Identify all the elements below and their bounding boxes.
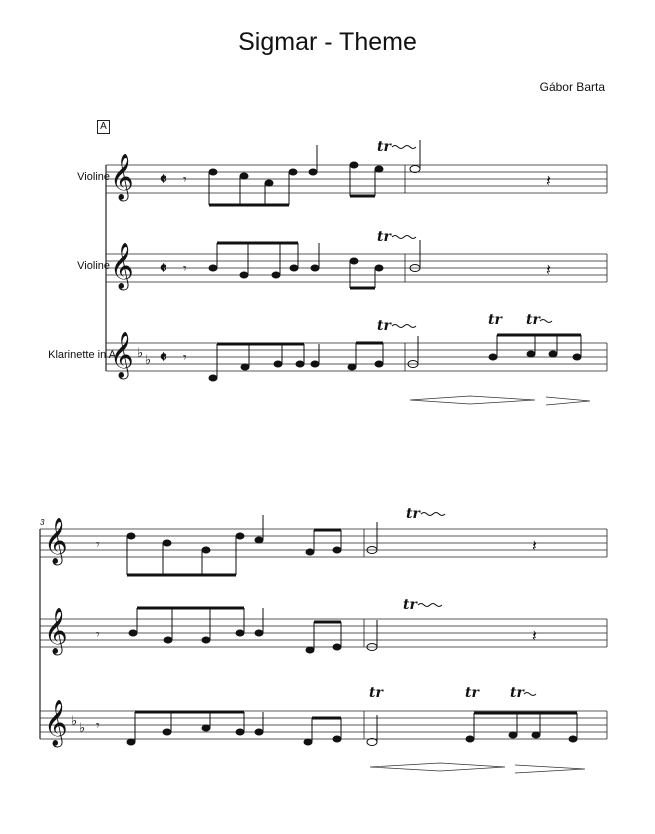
svg-text:tr: tr [377,139,391,155]
svg-text:♭: ♭ [79,721,86,736]
measure-number: 3 [40,518,45,527]
svg-text:𝄽: 𝄽 [532,538,537,555]
composer-name: Gábor Barta [539,80,605,94]
svg-text:tr: tr [369,685,383,701]
svg-text:tr: tr [377,229,391,245]
svg-text:𝄵: 𝄵 [160,348,167,366]
svg-text:𝄵: 𝄵 [160,170,167,188]
svg-text:𝄾: 𝄾 [96,536,100,552]
svg-text:𝄞: 𝄞 [44,518,68,564]
staff-2-1 [40,529,607,557]
svg-text:𝄞: 𝄞 [110,243,134,289]
staff-1-1 [106,165,607,193]
svg-text:𝄽: 𝄽 [546,173,551,190]
svg-text:𝄾: 𝄾 [96,717,100,733]
svg-text:𝄵: 𝄵 [160,259,167,277]
svg-text:𝄽: 𝄽 [532,628,537,645]
svg-text:♭: ♭ [71,714,78,729]
rehearsal-mark: A [97,120,110,134]
svg-text:𝄞: 𝄞 [110,154,134,200]
svg-text:𝄾: 𝄾 [96,626,100,642]
svg-text:tr: tr [377,318,391,334]
svg-text:𝄾: 𝄾 [183,171,187,187]
svg-text:tr: tr [406,506,420,522]
svg-text:♭: ♭ [145,353,152,368]
svg-text:♭: ♭ [137,346,144,361]
staff-2-3 [40,711,607,739]
svg-text:𝄞: 𝄞 [44,700,68,746]
svg-text:tr: tr [403,597,417,613]
score-title: Sigmar - Theme [238,28,417,56]
svg-text:tr: tr [465,685,479,701]
svg-text:tr: tr [488,312,502,328]
svg-text:𝄞: 𝄞 [44,608,68,654]
svg-text:𝄞: 𝄞 [110,332,134,378]
instrument-label-violin-1: Violine [77,171,110,183]
svg-text:𝄾: 𝄾 [183,260,187,276]
svg-text:𝄽: 𝄽 [546,262,551,279]
svg-text:tr: tr [510,685,524,701]
instrument-label-violin-2: Violine [77,260,110,272]
svg-text:𝄾: 𝄾 [183,349,187,365]
instrument-label-clarinet: Klarinette in A [48,349,116,361]
svg-text:tr: tr [526,312,540,328]
